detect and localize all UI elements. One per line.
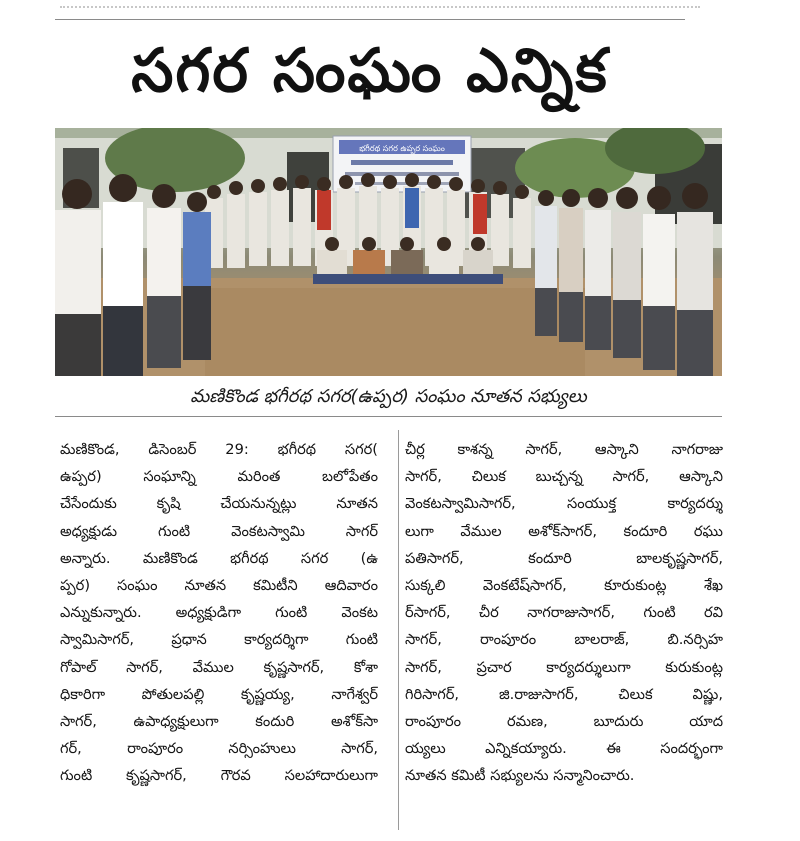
photo-caption: మణికొండ భగీరథ సగర(ఉప్పర) సంఘం నూతన సభ్యులు: [190, 386, 587, 407]
text-line: సాగర్, ఉపాధ్యక్షులుగా కందురి అశోక్‌సా: [60, 712, 378, 730]
text-line: అన్నారు. మణికొండ భగీరథ సగర (ఉ: [60, 549, 378, 567]
text-line: మణికొండ, డిసెంబర్ 29: భగీరథ సగర(: [60, 441, 378, 458]
text-line: గిరిసాగర్, జి.రాజుసాగర్, చిలుక విష్ణు,: [405, 685, 723, 703]
text-line: అధ్యక్షుడు గుంటి వెంకటస్వామి సాగర్: [60, 522, 378, 540]
text-line: సాగర్, చిలుక బుచ్చన్న సాగర్, ఆస్కాని: [405, 468, 723, 486]
text-line: య్యలు ఎన్నికయ్యారు. ఈ సందర్భంగా: [405, 740, 723, 758]
text-line: సాగర్, ప్రచార కార్యదర్శులుగా కురుకుంట్ల: [405, 658, 723, 676]
text-line: సుక్కలి వెంకటేష్‌సాగర్, కూరుకుంట్ల శేఖ: [405, 576, 723, 594]
text-line: రాంపూరం రమణ, బూదురు యాద: [405, 712, 723, 730]
text-line: సాగర్, రాంపూరం బాలరాజ్, బి.నర్సిహ: [405, 631, 723, 649]
article-column-right: [405, 436, 723, 789]
text-line: లుగా వేముల అశోక్‌సాగర్, కందూరి రఘు: [405, 522, 723, 540]
text-line: గోపాల్ సాగర్, వేముల కృష్ణసాగర్, కోశా: [60, 658, 378, 676]
text-line: గుంటి కృష్ణసాగర్, గౌరవ సలహాదారులుగా: [60, 767, 378, 785]
article-column-left: [60, 436, 378, 789]
text-line: ఎన్నుకున్నారు. అధ్యక్షుడిగా గుంటి వెంకట: [60, 604, 378, 622]
text-line: చేసేందుకు కృషి చేయనున్నట్లు నూతన: [60, 495, 378, 513]
top-divider: [55, 19, 685, 20]
text-line: స్వామిసాగర్, ప్రధాన కార్యదర్శిగా గుంటి: [60, 631, 378, 649]
column-divider: [398, 430, 399, 830]
people-left-row: [55, 174, 211, 376]
text-line: చీర్ల కాశన్న సాగర్, ఆస్కాని నాగరాజు: [405, 441, 723, 458]
text-line: పతిసాగర్, కందూరి బాలకృష్ణసాగర్,: [405, 549, 723, 567]
text-line: ర్‌సాగర్, చీర నాగరాజుసాగర్, గుంటి రవి: [405, 604, 723, 622]
photo-caption-bar: [55, 380, 722, 417]
text-line: వెంకటస్వామిసాగర్, సంయుక్త కార్యదర్శు: [405, 495, 723, 513]
text-line: గర్, రాంపూరం నర్సింహులు సాగర్,: [60, 740, 378, 758]
banner-text: భగీరథ సగర ఉప్పర సంఘం: [359, 144, 445, 153]
headline: సగర సంఘం ఎన్నిక: [131, 36, 609, 106]
text-line: ధికారిగా పోతులపల్లి కృష్ణయ్య, నాగేశ్వర్: [60, 685, 378, 703]
news-photo: [55, 128, 722, 376]
text-line: ప్పర) సంఘం నూతన కమిటీని ఆదివారం: [60, 576, 378, 594]
previous-article-remnant: [60, 0, 700, 8]
text-line: ఉప్పర) సంఘాన్ని మరింత బలోపేతం: [60, 468, 378, 486]
text-line: నూతన కమిటీ సభ్యులను సన్మానించారు.: [405, 767, 635, 785]
